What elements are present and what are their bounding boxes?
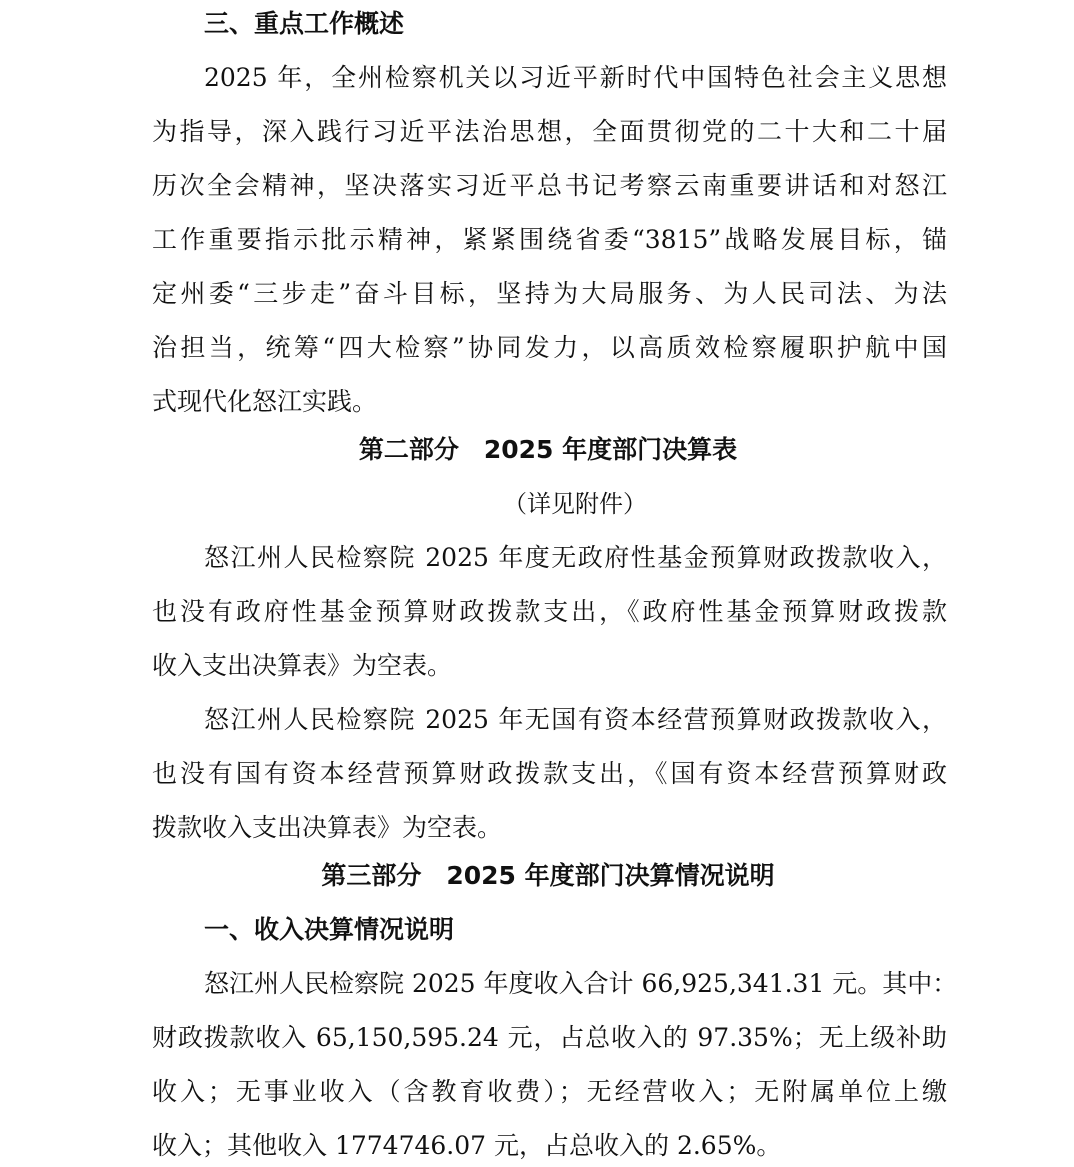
paragraph-line: 工作重要指示批示精神，紧紧围绕省委“3815”战略发展目标，锚 [152,225,947,254]
paragraph-line: 财政拨款收入 65,150,595.24 元，占总收入的 97.35%；无上级补助 [152,1023,947,1052]
paragraph-line: 2025 年，全州检察机关以习近平新时代中国特色社会主义思想 [204,63,947,92]
paragraph-line: 为指导，深入践行习近平法治思想，全面贯彻党的二十大和二十届 [152,117,947,146]
see-attachment-note: （详见附件） [503,490,647,518]
paragraph-line: 收入支出决算表》为空表。 [152,651,453,680]
paragraph-line: 收入；其他收入 1774746.07 元，占总收入的 2.65%。 [152,1131,782,1160]
paragraph-line: 式现代化怒江实践。 [152,387,378,416]
paragraph-line: 定州委“三步走”奋斗目标，坚持为大局服务、为人民司法、为法 [152,279,947,308]
part-two-title: 第二部分 2025 年度部门决算表 [358,435,738,464]
paragraph-line: 怒江州人民检察院 2025 年度收入合计 66,925,341.31 元。其中： [204,969,958,998]
paragraph-line: 怒江州人民检察院 2025 年无国有资本经营预算财政拨款收入， [204,705,947,734]
paragraph-line: 怒江州人民检察院 2025 年度无政府性基金预算财政拨款收入， [204,543,947,572]
paragraph-line: 也没有政府性基金预算财政拨款支出，《政府性基金预算财政拨款 [152,597,947,626]
paragraph-line: 历次全会精神，坚决落实习近平总书记考察云南重要讲话和对怒江 [152,171,947,200]
paragraph-line: 治担当，统筹“四大检察”协同发力，以高质效检察履职护航中国 [152,333,947,362]
section-heading-key-work: 三、重点工作概述 [204,9,405,38]
paragraph-line: 拨款收入支出决算表》为空表。 [152,813,503,842]
paragraph-line: 收入；无事业收入（含教育收费）；无经营收入；无附属单位上缴 [152,1077,947,1106]
paragraph-line: 也没有国有资本经营预算财政拨款支出，《国有资本经营预算财政 [152,759,947,788]
part-three-title: 第三部分 2025 年度部门决算情况说明 [321,861,775,890]
section-heading-income: 一、收入决算情况说明 [204,915,455,944]
